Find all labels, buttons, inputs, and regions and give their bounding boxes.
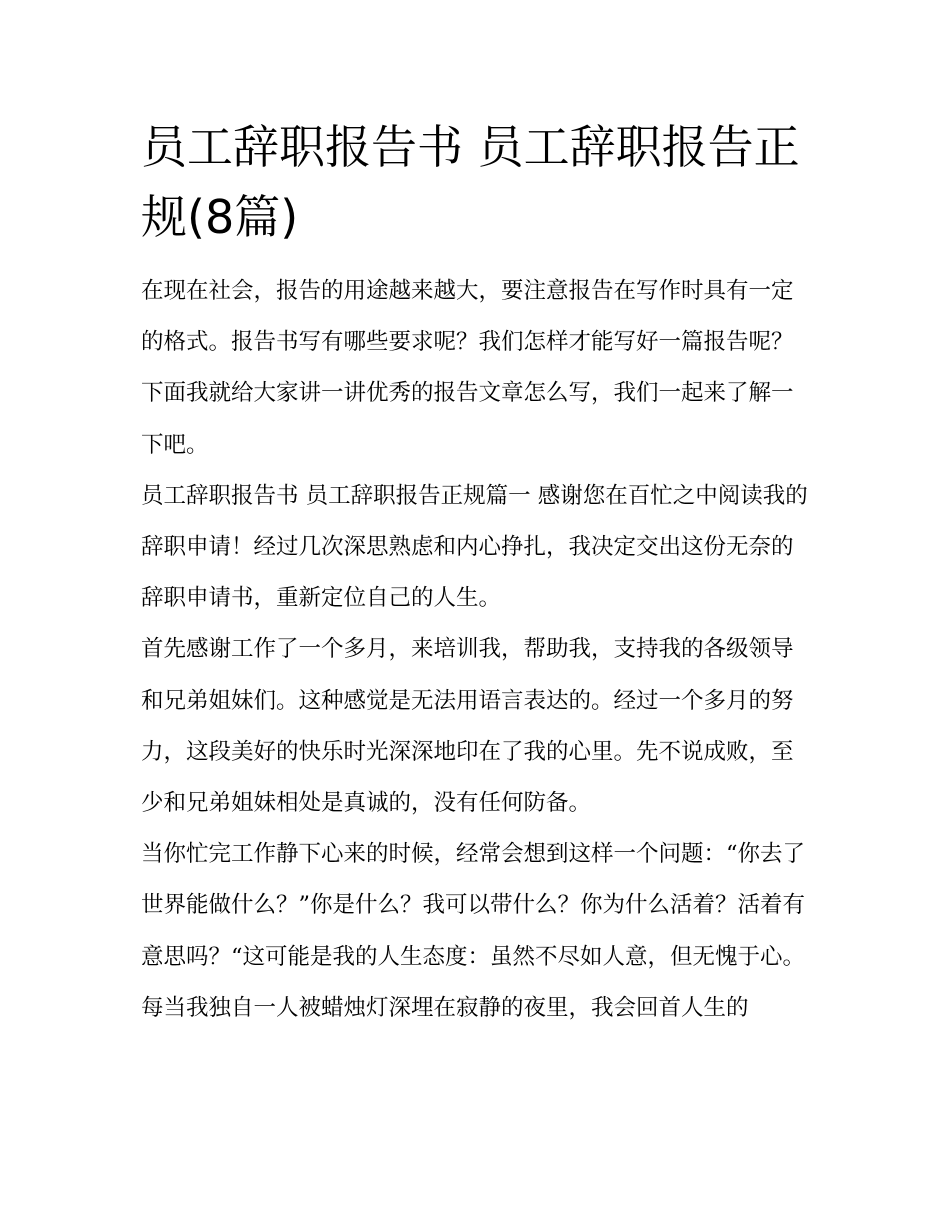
paragraph-2: 首先感谢工作了一个多月，来培训我，帮助我，支持我的各级领导和兄弟姐妹们。这种感觉是无法用语言表达的。经过一个多月的努力，这段美好的快乐时光深深地印在了我的心里。先不说成败，至少和兄弟姐妹相处是真诚的，没有任何防备。 [141,636,794,817]
paragraph-intro: 在现在社会，报告的用途越来越大，要注意报告在写作时具有一定的格式。报告书写有哪些要求呢？我们怎样才能写好一篇报告呢？下面我就给大家讲一讲优秀的报告文章怎么写，我们一起来了解一下吧。 [141,278,794,458]
paragraph-3: 当你忙完工作静下心来的时候，经常会想到这样一个问题：“你去了世界能做什么？”你是什么？我可以带什么？你为什么活着？活着有意思吗？“这可能是我的人生态度：虽然不尽如人意，但无愧于心。 [141,841,806,970]
paragraph-1: 员工辞职报告书 员工辞职报告正规篇一 感谢您在百忙之中阅读我的辞职申请！经过几次深思熟虑和内心挣扎，我决定交出这份无奈的辞职申请书，重新定位自己的人生。 [141,482,808,612]
document-title: 员工辞职报告书 员工辞职报告正规(8篇) [141,120,800,244]
document-page [141,112,813,1034]
paragraph-4: 每当我独自一人被蜡烛灯深埋在寂静的夜里，我会回首人生的 [141,994,749,1021]
document-body [141,266,813,1034]
